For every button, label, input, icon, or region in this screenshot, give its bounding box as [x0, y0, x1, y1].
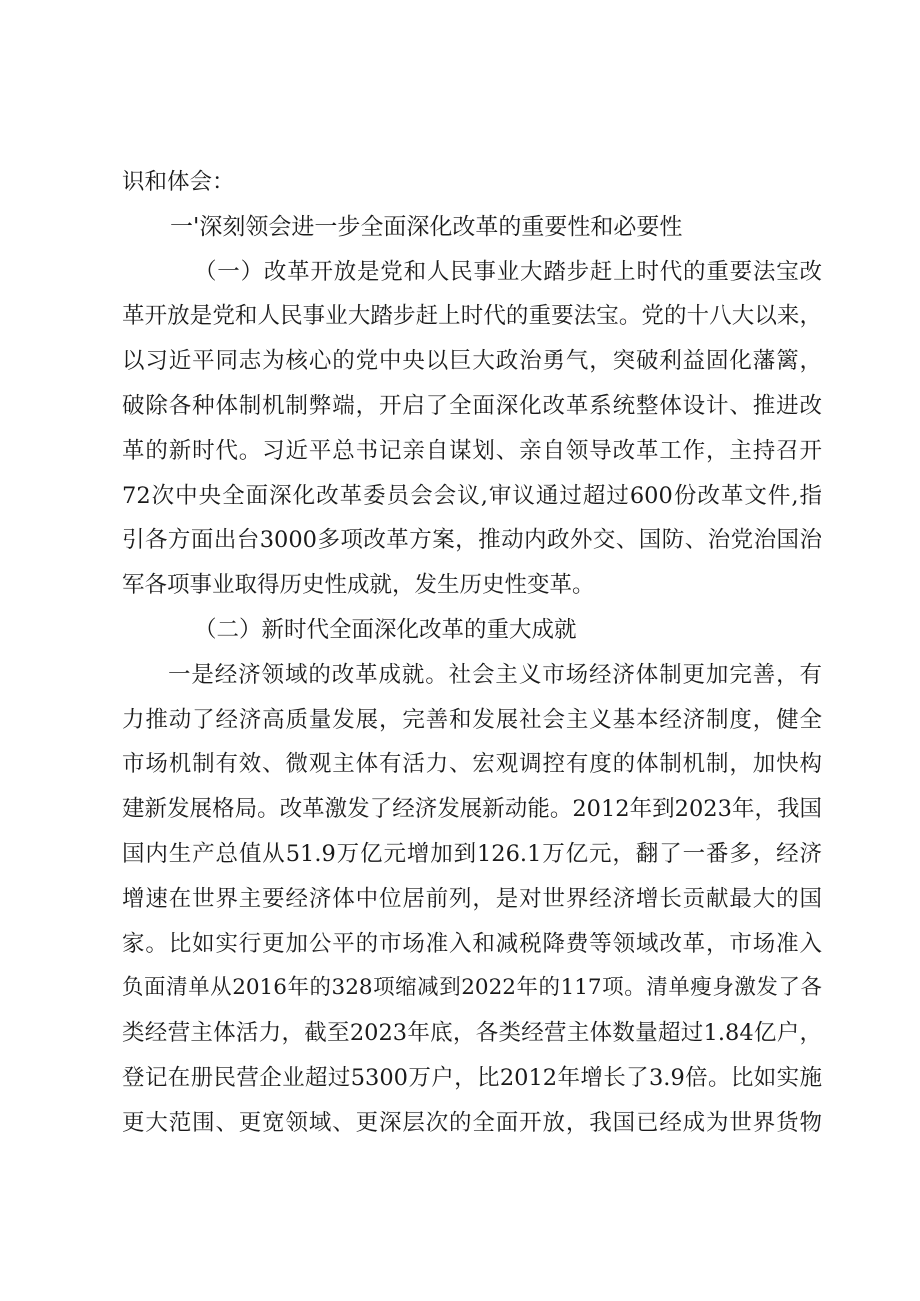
paragraph-line: 72次中央全面深化改革委员会会议,审议通过超过600份改革文件,指 — [122, 482, 822, 509]
subsection-heading: （二）新时代全面深化改革的重大成就 — [194, 616, 577, 643]
paragraph-line: 国内生产总值从51.9万亿元增加到126.1万亿元，翻了一番多，经济 — [122, 840, 822, 867]
paragraph-line: 革的新时代。习近平总书记亲自谋划、亲自领导改革工作，主持召开 — [122, 437, 822, 464]
paragraph-line: 以习近平同志为核心的党中央以巨大政治勇气，突破利益固化藩篱， — [122, 348, 822, 375]
paragraph-line: 革开放是党和人民事业大踏步赶上时代的重要法宝。党的十八大以来， — [122, 303, 822, 330]
paragraph-line: 市场机制有效、微观主体有活力、宏观调控有度的体制机制，加快构 — [122, 751, 822, 778]
paragraph-line: 引各方面出台3000多项改革方案，推动内政外交、国防、治党治国治 — [122, 527, 822, 554]
paragraph-line: 建新发展格局。改革激发了经济发展新动能。2012年到2023年，我国 — [122, 796, 822, 823]
paragraph-line: 识和体会： — [122, 169, 235, 195]
paragraph-line: 类经营主体活力，截至2023年底，各类经营主体数量超过1.84亿户， — [122, 1020, 822, 1047]
paragraph-line: 破除各种体制机制弊端，开启了全面深化改革系统整体设计、推进改 — [122, 392, 822, 419]
paragraph-line: 更大范围、更宽领域、更深层次的全面开放，我国已经成为世界货物 — [122, 1109, 822, 1136]
paragraph-line: （一）改革开放是党和人民事业大踏步赶上时代的重要法宝改 — [194, 258, 822, 285]
paragraph-line: 负面清单从2016年的328项缩减到2022年的117项。清单瘦身激发了各 — [122, 975, 822, 1001]
paragraph-line: 一是经济领域的改革成就。社会主义市场经济体制更加完善，有 — [168, 661, 822, 688]
paragraph-line: 家。比如实行更加公平的市场准入和减税降费等领域改革，市场准入 — [122, 930, 822, 957]
paragraph-line: 力推动了经济高质量发展，完善和发展社会主义基本经济制度，健全 — [122, 706, 822, 733]
paragraph-line: 军各项事业取得历史性成就，发生历史性变革。 — [122, 572, 595, 599]
document-body — [122, 160, 822, 1146]
paragraph-line: 登记在册民营企业超过5300万户，比2012年增长了3.9倍。比如实施 — [122, 1064, 822, 1091]
section-heading: 一'深刻领会进一步全面深化改革的重要性和必要性 — [170, 213, 683, 240]
paragraph-line: 增速在世界主要经济体中位居前列，是对世界经济增长贡献最大的国 — [122, 885, 822, 912]
